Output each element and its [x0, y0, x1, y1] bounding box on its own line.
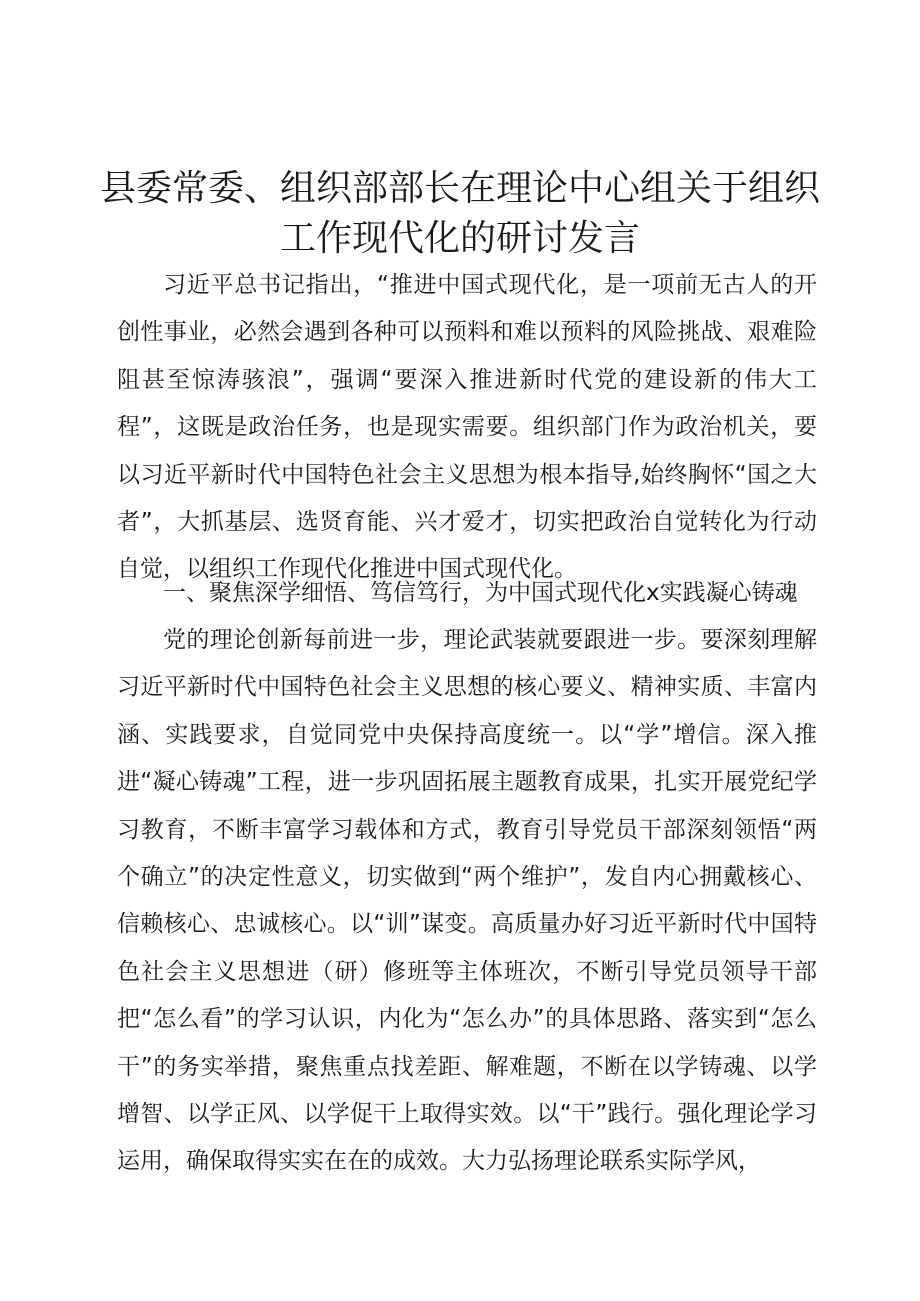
intro-paragraph: 习近平总书记指出，“推进中国式现代化，是一项前无古人的开创性事业，必然会遇到各种可以预料和难以预料的风险挑战、艰难险阻甚至惊涛骇浪”，强调“要深入推进新时代党的建设新的伟大工程”，这既是政治任务，也是现实需要。组织部门作为政治机关，要以习近平新时代中国特色社会主义思想为根本指导,始终胸怀“国之大者”，大抓基层、选贤育能、兴才爱才，切实把政治自觉转化为行动自觉，以组织工作现代化推进中国式现代化。 — [117, 272, 817, 583]
document-title-line2: 工作现代化的研讨发言 — [279, 218, 640, 259]
section-heading-1: 一、聚焦深学细悟、笃信笃行，为中国式现代化x实践凝心铸魂 — [163, 580, 798, 606]
document-title-line1: 县委常委、组织部部长在理论中心组关于组织 — [100, 168, 821, 209]
section1-paragraph: 党的理论创新每前进一步，理论武装就要跟进一步。要深刻理解习近平新时代中国特色社会主义思想的核心要义、精神实质、丰富内涵、实践要求，自觉同党中央保持高度统一。以“学”增信。深入推进“凝心铸魂”工程，进一步巩固拓展主题教育成果，扎实开展党纪学习教育，不断丰富学习载体和方式，教育引导党员干部深刻领悟“两个确立”的决定性意义，切实做到“两个维护”，发自内心拥戴核心、信赖核心、忠诚核心。以“训”谋变。高质量办好习近平新时代中国特色社会主义思想进（研）修班等主体班次，不断引导党员领导干部把“怎么看”的学习认识，内化为“怎么办”的具体思路、落实到“怎么干”的务实举措，聚焦重点找差距、解难题，不断在以学铸魂、以学增智、以学正风、以学促干上取得实效。以“干”践行。强化理论学习运用，确保取得实实在在的成效。大力弘扬理论联系实际学风， — [117, 627, 817, 1175]
